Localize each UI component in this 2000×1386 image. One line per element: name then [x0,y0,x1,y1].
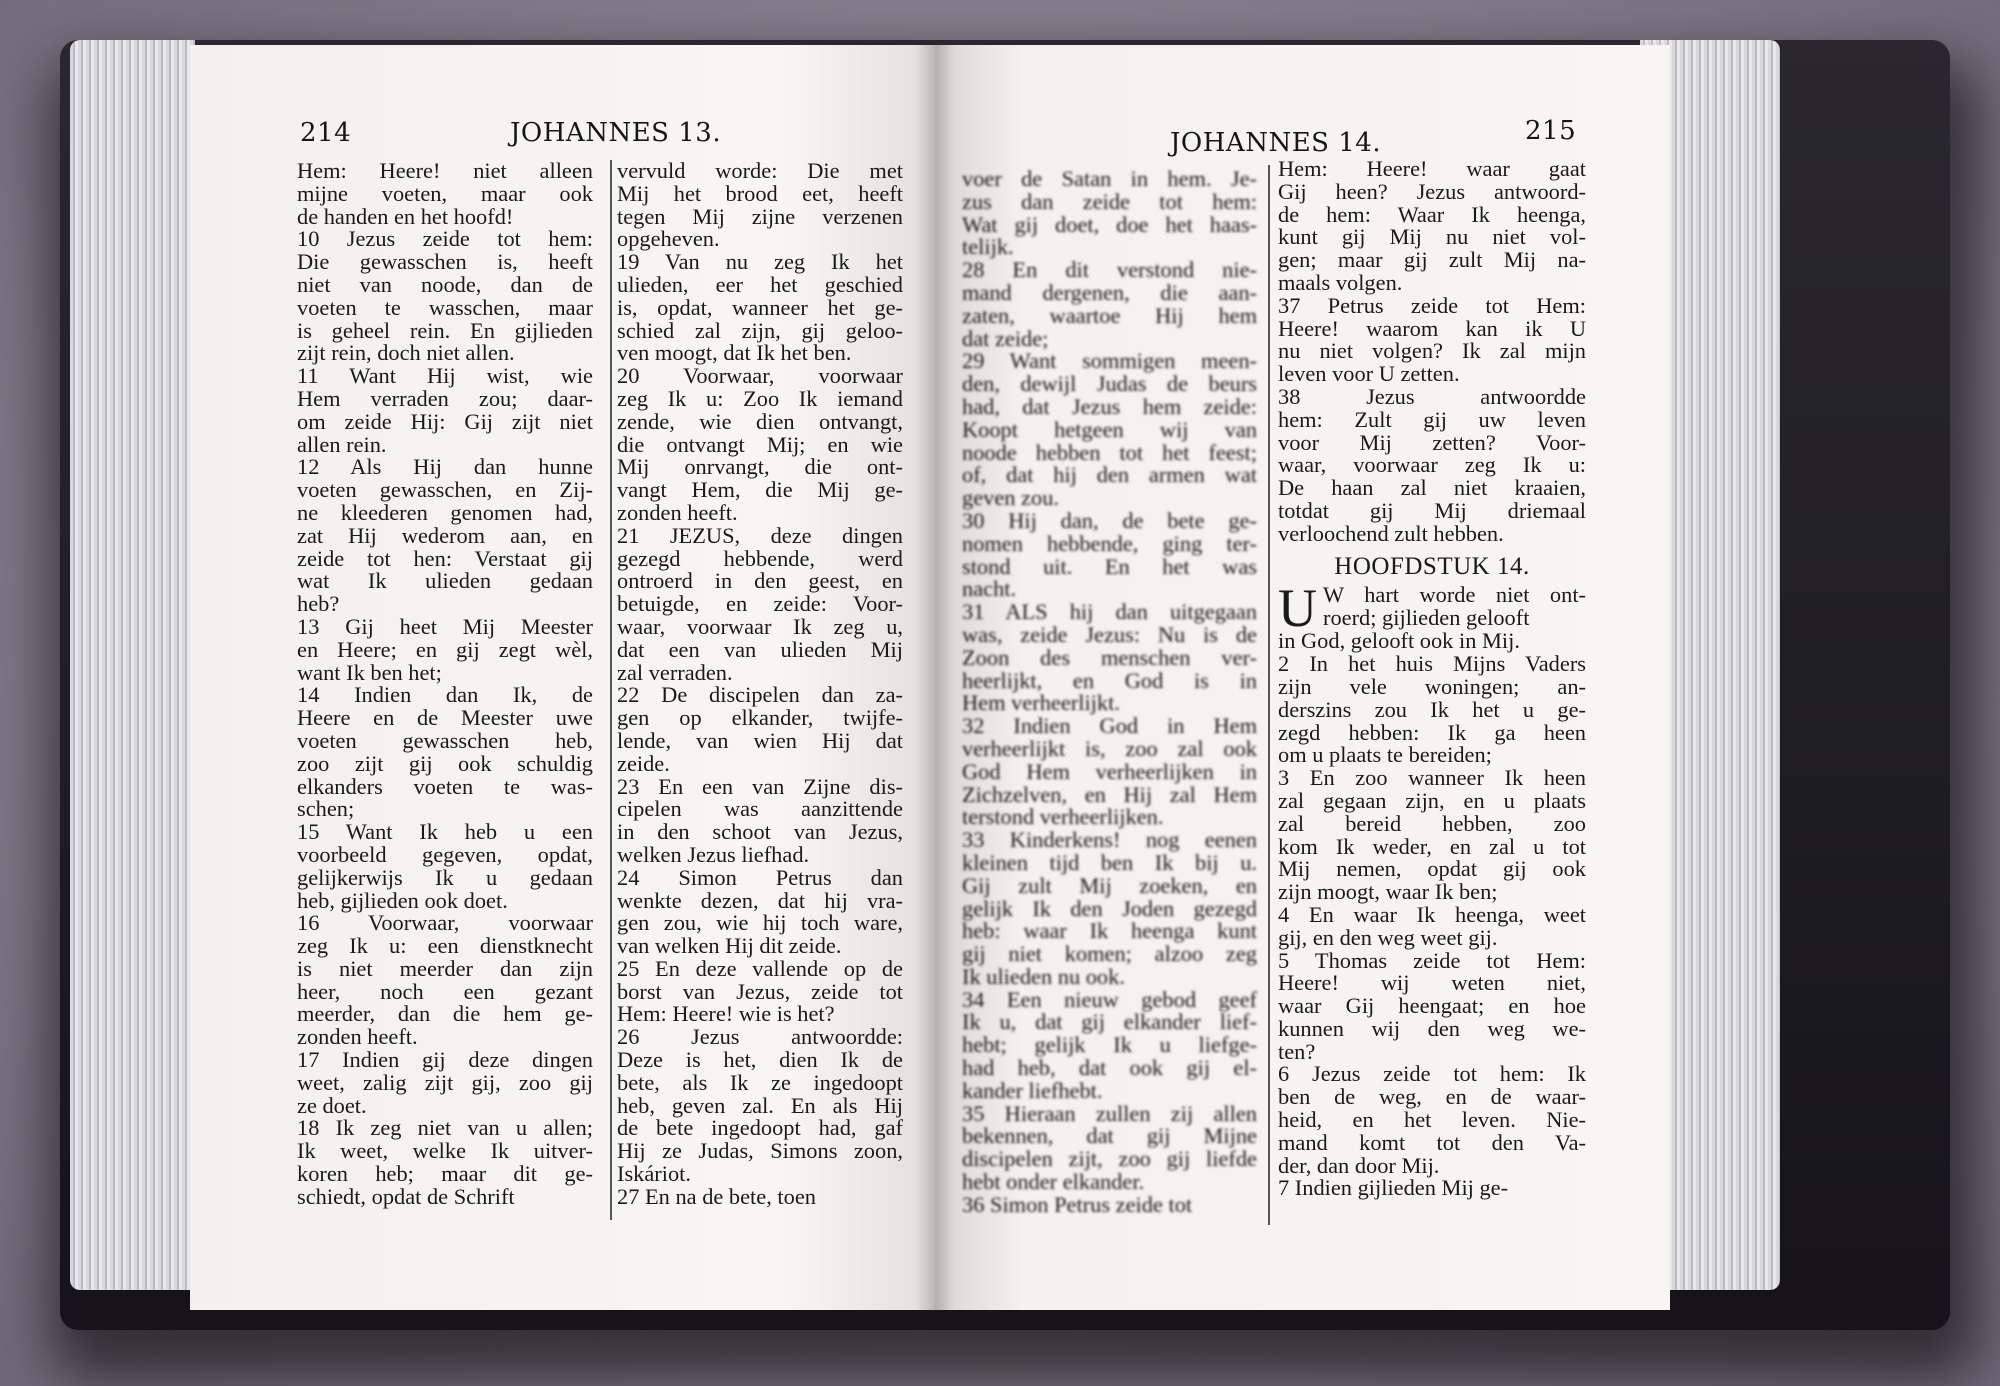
text-line: 32 Indien God in Hem [962,713,1257,739]
text-line: Ik u, dat gij elkander lief- [962,1009,1257,1035]
text-line: heb? [297,591,340,617]
text-line: elkanders voeten te was- [297,773,593,799]
text-line: weet, zalig zijt gij, zoo gij [297,1069,593,1095]
text-line: zeg Ik u: Zoo Ik iemand [617,385,903,411]
text-line: 10 Jezus zeide tot hem: [297,226,593,252]
text-line: waar, voorwaar Ik zeg u, [617,613,903,639]
text-line: niet van noode, dan de [297,271,593,297]
text-line: kunt gij Mij nu niet vol- [1278,224,1586,250]
text-line: schiedt, opdat de Schrift [297,1183,515,1209]
text-line: heerlijkt, en God is in [962,667,1257,693]
text-line: ze doet. [297,1092,367,1118]
text-line: stond uit. En het was [962,553,1257,579]
text-line: 27 En na de bete, toen [617,1183,816,1209]
text-line: Heere en de Meester uwe [297,705,593,731]
text-line: 28 En dit verstond nie- [962,257,1257,283]
text-line: ten? [1278,1038,1316,1064]
text-line: den, dewijl Judas de beurs [962,371,1257,397]
text-line: is niet meerder dan zijn [297,955,593,981]
text-line: koren heb; maar dit ge- [297,1161,593,1187]
text-line: waar, voorwaar zeg Ik u: [1278,452,1586,478]
text-line: 3 En zoo wanneer Ik heen [1278,765,1586,791]
text-line: zeide tot hen: Verstaat gij [297,545,593,571]
text-line: 18 Ik zeg niet van u allen; [297,1115,593,1141]
text-line: 22 De discipelen dan za- [617,682,903,708]
text-line: gen; maar gij zult Mij na- [1278,247,1586,273]
text-line: Heere! wij weten niet, [1278,970,1586,996]
text-line: mijne voeten, maar ook [297,180,593,206]
text-line: en Heere; en gij zegt wèl, [297,636,593,662]
text-line: gezegd hebbende, werd [617,545,903,571]
text-line: 31 ALS hij dan uitgegaan [962,599,1257,625]
text-line: 15 Want Ik heb u een [297,819,593,845]
text-line: is, opdat, wanneer het ge- [617,294,903,320]
text-line: Heere! waarom kan ik U [1278,315,1586,341]
text-line: 24 Simon Petrus dan [617,864,903,890]
text-line: zegd hebben: Ik ga heen [1278,719,1586,745]
chapter-heading: HOOFDSTUK 14. [1334,552,1530,580]
text-line: vervuld worde: Die met [617,158,903,183]
text-line: 34 Een nieuw gebod geef [962,986,1257,1012]
text-line: Ik ulieden nu ook. [962,963,1125,989]
text-line: 14 Indien dan Ik, de [297,682,593,708]
text-line: ben de weg, en de waar- [1278,1084,1586,1110]
text-line: kleinen tijd ben Ik bij u. [962,849,1257,875]
text-line: gen zou, wie hij toch ware, [617,910,903,936]
text-line: Zichzelven, en Hij zal Hem [962,781,1257,807]
text-line: zal bereid hebben, zoo [1278,810,1586,836]
text-line: ven moogt, dat Ik het ben. [617,340,852,366]
left-running-head: JOHANNES 13. [510,118,722,148]
text-line: wat Ik ulieden gedaan [297,568,593,594]
text-line: lende, van wien Hij dat [617,727,903,753]
text-line: is geheel rein. En gijlieden [297,317,593,343]
text-line: Hem: Heere! wie is het? [617,1001,835,1027]
text-line: totdat gij Mij driemaal [1278,497,1586,523]
text-line: voeten te wasschen, maar [297,294,593,320]
column-rule-left [610,160,612,1220]
text-line: 2 In het huis Mijns Vaders [1278,651,1586,677]
right-column-2 [1278,158,1586,1200]
text-line: gen op elkander, twijfe- [617,705,903,731]
text-line: der, dan door Mij. [1278,1152,1440,1178]
right-column-2-text-bottom [1278,630,1586,1200]
text-line: nacht. [962,576,1017,602]
text-line: heid, en het leven. Nie- [1278,1107,1586,1133]
text-line: in God, gelooft ook in Mij. [1278,628,1520,654]
text-line: De haan zal niet kraaien, [1278,475,1586,501]
text-line: geven zou. [962,485,1059,511]
text-line: zeg Ik u: een dienstknecht [297,933,593,959]
text-line: gelijkerwijs Ik u gedaan [297,864,593,890]
text-line: voer de Satan in hem. Je- [962,166,1257,191]
text-line: gij, en den weg weet gij. [1278,924,1498,950]
left-column-2 [617,160,903,1209]
text-line: Iskáriot. [617,1161,691,1187]
text-line: discipelen zijt, zoo gij liefde [962,1146,1257,1172]
text-line: 38 Jezus antwoordde [1278,383,1586,409]
text-line: voor Mij zetten? Voor- [1278,429,1586,455]
text-line: zijn vele woningen; an- [1278,673,1586,699]
text-line: zende, wie dien ontvangt, [617,408,903,434]
text-line: mand komt tot den Va- [1278,1129,1586,1155]
text-line: bete, als Ik ze ingedoopt [617,1069,903,1095]
text-line: hebt; gelijk Ik u liefge- [962,1032,1257,1058]
text-line: W hart worde niet ont- [1323,582,1586,608]
text-line: nomen hebbende, ging ter- [962,530,1257,556]
text-line: 5 Thomas zeide tot Hem: [1278,947,1586,973]
text-line: 16 Voorwaar, voorwaar [297,910,593,936]
text-line: waar Gij heengaat; en hoe [1278,993,1586,1019]
text-line: nu niet volgen? Ik zal mijn [1278,338,1586,364]
text-line: Hem: Heere! waar gaat [1278,156,1586,181]
text-line: kunnen wij den weg we- [1278,1015,1586,1041]
text-line: 4 En waar Ik heenga, weet [1278,901,1586,927]
text-line: de hem: Waar Ik heenga, [1278,201,1586,227]
text-line: voeten gewasschen heb, [297,727,593,753]
text-line: derszins zou Ik het u ge- [1278,696,1586,722]
text-line: Wat gij doet, doe het haas- [962,211,1257,237]
text-line: betuigde, en zeide: Voor- [617,591,903,617]
text-line: Ik weet, welke Ik uitver- [297,1138,593,1164]
text-line: terstond verheerlijken. [962,804,1164,830]
text-line: Hem verheerlijkt. [962,690,1120,716]
text-line: 17 Indien gij deze dingen [297,1047,593,1073]
text-line: gelijk Ik den Joden gezegd [962,895,1257,921]
text-line: zat Hij wederom aan, en [297,522,593,548]
text-line: of, dat hij den armen wat [962,462,1257,488]
drop-cap-lines [1278,578,1586,639]
text-line: kom Ik weder, en zal u tot [1278,833,1586,859]
left-column-1 [297,160,593,1209]
text-line: zonden heeft. [617,499,738,525]
text-line: meerder, dan die hem ge- [297,1001,593,1027]
column-rule-right [1268,165,1270,1225]
text-line: 33 Kinderkens! nog eenen [962,827,1257,853]
text-line: verheerlijkt is, zoo zal ook [962,735,1257,761]
text-line: zal verraden. [617,659,733,685]
text-line: 36 Simon Petrus zeide tot [962,1191,1193,1217]
text-line: ontroerd in den geest, en [617,568,903,594]
text-line: zijt rein, doch niet allen. [297,340,515,366]
text-line: Gij heen? Jezus antwoord- [1278,178,1586,204]
text-line: 25 En deze vallende op de [617,955,903,981]
text-line: heb, gijlieden ook doet. [297,887,508,913]
text-line: in den schoot van Jezus, [617,819,903,845]
text-line: voeten gewasschen, en Zij- [297,477,593,503]
text-line: 12 Als Hij dan hunne [297,454,593,480]
text-line: heer, noch een gezant [297,978,593,1004]
text-line: verloochend zult hebben. [1278,520,1504,546]
text-line: tegen Mij zijne verzenen [617,203,903,229]
text-line: schen; [297,796,355,822]
text-line: om u plaats te bereiden; [1278,742,1492,768]
text-line: maals volgen. [1278,269,1403,295]
text-line: opgeheven. [617,226,720,252]
text-line: 23 En een van Zijne dis- [617,773,903,799]
text-line: borst van Jezus, zeide tot [617,978,903,1004]
text-line: zus dan zeide tot hem: [962,188,1257,214]
book-gutter [915,45,955,1310]
text-line: zoo zijt gij ook schuldig [297,750,593,776]
page-edges-left [70,40,195,1290]
chapter-opening [1278,578,1586,639]
text-line: cipelen was aanzittende [617,796,903,822]
text-line: Deze is het, dien Ik de [617,1047,903,1073]
text-line: schied zal zijn, gij geloo- [617,317,903,343]
right-page-number: 215 [1525,116,1577,146]
text-line: hebt onder elkander. [962,1169,1145,1195]
text-line: had heb, dat ook gij el- [962,1055,1257,1081]
text-line: 19 Van nu zeg Ik het [617,249,903,275]
text-line: Gij zult Mij zoeken, en [962,872,1257,898]
text-line: de handen en het hoofd! [297,203,514,229]
text-line: Mij onrvangt, die ont- [617,454,903,480]
text-line: 30 Hij dan, de bete ge- [962,507,1257,533]
text-line: 11 Want Hij wist, wie [297,363,593,389]
text-line: 20 Voorwaar, voorwaar [617,363,903,389]
text-line: allen rein. [297,431,387,457]
right-column-1 [962,168,1257,1217]
text-line: Hem: Heere! niet alleen [297,158,593,183]
text-line: mand dergenen, die aan- [962,279,1257,305]
text-line: zonden heeft. [297,1024,418,1050]
text-line: dat een van ulieden Mij [617,636,903,662]
text-line: noode hebben tot het feest; [962,439,1257,465]
text-line: ulieden, eer het geschied [617,271,903,297]
text-line: Zoon des menschen ver- [962,644,1257,670]
text-line: vangt Hem, die Mij ge- [617,477,903,503]
text-line: telijk. [962,234,1014,260]
text-line: leven voor U zetten. [1278,361,1460,387]
text-line: 7 Indien gijlieden Mij ge- [1278,1175,1509,1201]
text-line: Hem verraden zou; daar- [297,385,593,411]
text-line: 26 Jezus antwoordde: [617,1024,903,1050]
right-column-2-text-top [1278,158,1586,546]
text-line: Koopt hetgeen wij van [962,416,1257,442]
text-line: hem: Zult gij uw leven [1278,406,1586,432]
text-line: om zeide Hij: Gij zijt niet [297,408,593,434]
text-line: bekennen, dat gij Mijne [962,1123,1257,1149]
left-page-number: 214 [300,118,352,148]
text-line: 29 Want sommigen meen- [962,348,1257,374]
text-line: God Hem verheerlijken in [962,758,1257,784]
text-line: 35 Hieraan zullen zij allen [962,1100,1257,1126]
text-line: 21 JEZUS, deze dingen [617,522,903,548]
text-line: die ontvangt Mij; en wie [617,431,903,457]
text-line: gij niet komen; alzoo zeg [962,941,1257,967]
text-line: Hij ze Judas, Simons zoon, [617,1138,903,1164]
text-line: 13 Gij heet Mij Meester [297,613,593,639]
text-line: Mij het brood eet, heeft [617,180,903,206]
text-line: dat zeide; [962,325,1049,351]
text-line: want Ik ben het; [297,659,442,685]
text-line: heb, geven zal. En als Hij [617,1092,903,1118]
text-line: Mij nemen, opdat gij ook [1278,856,1586,882]
text-line: wenkte dezen, dat hij vra- [617,887,903,913]
text-line: heb: waar Ik heenga kunt [962,918,1257,944]
text-line: zeide. [617,750,670,776]
text-line: 37 Petrus zeide tot Hem: [1278,292,1586,318]
text-line: van welken Hij dit zeide. [617,933,842,959]
text-line: zal gegaan zijn, en u plaats [1278,787,1586,813]
text-line: zaten, waartoe Hij hem [962,302,1257,328]
text-line: had, dat Jezus hem zeide: [962,393,1257,419]
right-running-head: JOHANNES 14. [1170,128,1382,158]
text-line: voorbeeld gegeven, opdat, [297,841,593,867]
text-line: roerd; gijlieden gelooft [1323,605,1530,631]
text-line: de bete ingedoopt had, gaf [617,1115,903,1141]
text-line: was, zeide Jezus: Nu is de [962,621,1257,647]
text-line: welken Jezus liefhad. [617,841,810,867]
text-line: kander liefhebt. [962,1077,1103,1103]
text-line: ne kleederen genomen had, [297,499,593,525]
drop-cap: U [1278,578,1317,639]
text-line: Die gewasschen is, heeft [297,249,593,275]
text-line: 6 Jezus zeide tot hem: Ik [1278,1061,1586,1087]
text-line: zijn moogt, waar Ik ben; [1278,879,1498,905]
